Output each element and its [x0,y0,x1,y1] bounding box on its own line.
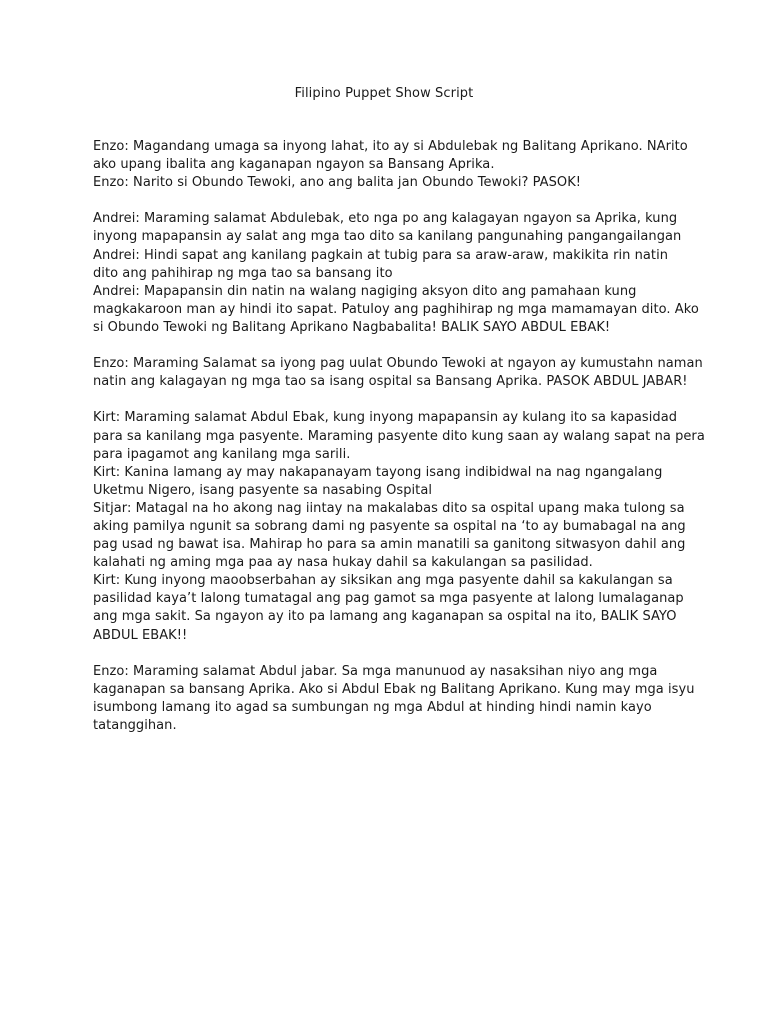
paragraph-gap [93,337,683,355]
text-line: Enzo: Narito si Obundo Tewoki, ano ang balita jan Obundo Tewoki? PASOK! [93,175,582,191]
document-title: Filipino Puppet Show Script [294,86,474,101]
paragraph-gap [93,192,683,210]
text-line: pasilidad kaya’t lalong tumatagal ang pag gamot sa mga pasyente at lalong lumalaganap [93,591,684,607]
paragraph [93,409,705,644]
text-line: Uketmu Nigero, isang pasyente sa nasabing Ospital [93,482,432,498]
paragraph [93,355,703,391]
text-line: Enzo: Maraming salamat Abdul jabar. Sa mga manunuod ay nasaksihan niyo ang mga [93,663,658,679]
text-line: para sa kanilang mga pasyente. Maraming pasyente dito kung saan ay walang sapat na pera [93,428,705,444]
text-line: tatanggihan. [93,718,177,733]
text-line: Enzo: Magandang umaga sa inyong lahat, ito ay si Abdulebak ng Balitang Aprikano. NArito [93,139,688,154]
text-line: Andrei: Maraming salamat Abdulebak, eto nga po ang kalagayan ngayon sa Aprika, kung [93,211,678,227]
text-line: ang mga sakit. Sa ngayon ay ito pa lamang ang kaganapan sa ospital na ito, BALIK SAYO [93,609,677,625]
text-line: kalahati ng aming mga paa ay nasa hukay dahil sa kakulangan sa pasilidad. [93,555,593,571]
text-line: pag usad ng bawat isa. Mahirap ho para sa amin manatili sa ganitong sitwasyon dahil ang [93,537,686,553]
text-line: inyong mapapansin ay salat ang mga tao dito sa kanilang pangunahing pangangailangan [93,229,682,245]
text-line: kaganapan sa bansang Aprika. Ako si Abdul Ebak ng Balitang Aprikano. Kung may mga isyu [93,681,695,697]
text-line: isumbong lamang ito agad sa sumbungan ng mga Abdul at hinding hindi namin kayo [93,699,652,715]
paragraph [93,210,699,337]
paragraph-gap [93,645,683,663]
text-line: Kirt: Kung inyong maoobserbahan ay siksikan ang mga pasyente dahil sa kakulangan sa [93,573,673,589]
text-line: Kirt: Maraming salamat Abdul Ebak, kung inyong mapapansin ay kulang ito sa kapasidad [93,410,678,426]
text-line: Sitjar: Matagal na ho akong nag iintay na makalabas dito sa ospital upang maka tulong sa [93,500,685,516]
text-line: Andrei: Hindi sapat ang kanilang pagkain at tubig para sa araw-araw, makikita rin natin [93,247,669,263]
text-line: natin ang kalagayan ng mga tao sa isang ospital sa Bansang Aprika. PASOK ABDUL JABAR! [93,374,688,390]
paragraph-gap [93,391,683,409]
text-line: Enzo: Maraming Salamat sa iyong pag uulat Obundo Tewoki at ngayon ay kumustahn naman [93,356,703,372]
text-line: Andrei: Mapapansin din natin na walang nagiging aksyon dito ang pamahaan kung [93,283,637,299]
text-line: para ipagamot ang kanilang mga sarili. [93,446,351,462]
script-body [93,138,705,735]
text-line: ako upang ibalita ang kaganapan ngayon sa Bansang Aprika. [93,157,495,173]
text-line: Kirt: Kanina lamang ay may nakapanayam tayong isang indibidwal na nag ngangalang [93,464,663,480]
text-line: ABDUL EBAK!! [93,627,188,643]
paragraph [93,663,695,735]
text-line: aking pamilya ngunit sa sobrang dami ng pasyente sa ospital na ‘to ay bumabagal na ang [93,518,686,534]
text-line: si Obundo Tewoki ng Balitang Aprikano Nagbabalita! BALIK SAYO ABDUL EBAK! [93,319,611,335]
text-line: dito ang pahihirap ng mga tao sa bansang ito [93,265,393,281]
text-line: magkakaroon man ay hindi ito sapat. Patuloy ang paghihirap ng mga mamamayan dito. Ako [93,301,699,317]
paragraph [93,138,688,192]
